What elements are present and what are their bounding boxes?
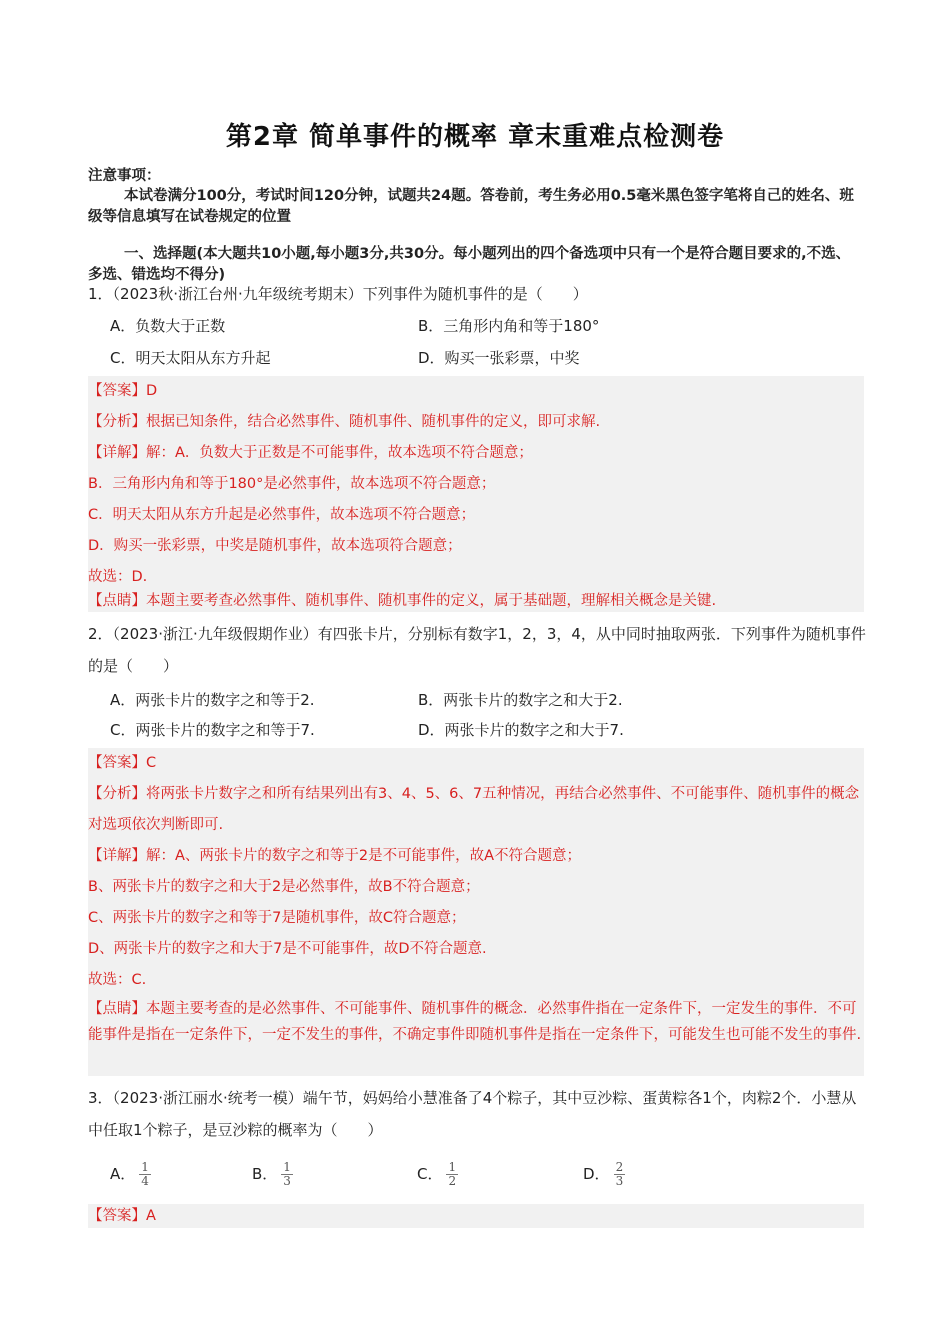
question-2-detail-3: C、两张卡片的数字之和等于7是随机事件，故C符合题意； xyxy=(88,910,466,926)
question-3-option-b xyxy=(252,1154,293,1194)
question-3-options-row xyxy=(110,1154,870,1194)
question-1-answer: 【答案】D xyxy=(88,383,158,399)
section-heading: 一、选择题(本大题共10小题,每小题3分,共30分。每小题列出的四个备选项中只有一个是符合题目要求的,不选、多选、错选均不得分) xyxy=(88,246,851,283)
question-1-comment: 【点睛】本题主要考查必然事件、随机事件、随机事件的定义，属于基础题，理解相关概念是关键. xyxy=(88,593,717,609)
question-1-detail-2: B．三角形内角和等于180°是必然事件，故本选项不符合题意； xyxy=(88,476,496,492)
fraction-denominator: 2 xyxy=(448,1174,457,1188)
question-2-option-c: C．两张卡片的数字之和等于7. xyxy=(110,721,315,739)
fraction-numerator: 1 xyxy=(448,1160,457,1174)
question-1-option-d: D．购买一张彩票，中奖 xyxy=(418,349,580,367)
fraction-numerator: 1 xyxy=(141,1160,149,1174)
question-1-option-b: B．三角形内角和等于180° xyxy=(418,317,600,335)
question-3-option-c-label: C． xyxy=(417,1165,443,1183)
fraction-numerator: 2 xyxy=(615,1160,624,1174)
question-1-answer-block xyxy=(88,376,864,612)
question-3-option-d-label: D． xyxy=(583,1165,610,1183)
fraction-denominator: 3 xyxy=(283,1174,291,1188)
question-3-stem: 3．（2023·浙江丽水·统考一模）端午节，妈妈给小慧准备了4个粽子，其中豆沙粽、蛋黄粽各1个，肉粽2个．小慧从中任取1个粽子，是豆沙粽的概率为（ ） xyxy=(88,1089,857,1139)
question-2-answer-block xyxy=(88,748,864,1076)
question-2-analysis: 【分析】将两张卡片数字之和所有结果列出有3、4、5、6、7五种情况，再结合必然事件、不可能事件、随机事件的概念对选项依次判断即可. xyxy=(88,786,860,833)
question-2-detail-4: D、两张卡片的数字之和大于7是不可能事件，故D不符合题意. xyxy=(88,941,487,957)
question-1-options-row-1 xyxy=(110,310,870,342)
page-title: 第2章 简单事件的概率 章末重难点检测卷 xyxy=(225,122,725,152)
question-3-answer: 【答案】A xyxy=(88,1208,156,1224)
question-3-option-a-label: A． xyxy=(110,1165,136,1183)
question-2-comment: 【点睛】本题主要考查的是必然事件、不可能事件、随机事件的概念．必然事件指在一定条件下，一定发生的事件．不可能事件是指在一定条件下，一定不发生的事件，不确定事件即随机事件是指在一定条件下，可能发生也可能不发生的事件. xyxy=(88,1001,862,1043)
question-2-options-row-1 xyxy=(110,684,870,716)
question-1-detail-4: D．购买一张彩票，中奖是随机事件，故本选项符合题意； xyxy=(88,538,462,554)
question-1-option-a: A．负数大于正数 xyxy=(110,317,226,335)
question-2-answer: 【答案】C xyxy=(88,755,157,771)
notice-text: 本试卷满分100分，考试时间120分钟，试题共24题。答卷前，考生务必用0.5毫米黑色签字笔将自己的姓名、班级等信息填写在试卷规定的位置 xyxy=(88,188,854,225)
fraction-denominator: 3 xyxy=(615,1174,624,1188)
question-1-analysis: 【分析】根据已知条件，结合必然事件、随机事件、随机事件的定义，即可求解. xyxy=(88,414,601,430)
question-2-detail-2: B、两张卡片的数字之和大于2是必然事件，故B不符合题意； xyxy=(88,879,480,895)
question-3-option-c xyxy=(417,1154,458,1194)
question-2-option-b: B．两张卡片的数字之和大于2. xyxy=(418,691,623,709)
question-3-answer-block xyxy=(88,1204,864,1228)
question-2-choose: 故选：C. xyxy=(88,972,147,988)
question-1-detail-1: 【详解】解：A．负数大于正数是不可能事件，故本选项不符合题意； xyxy=(88,445,533,461)
question-1-option-c: C．明天太阳从东方升起 xyxy=(110,349,271,367)
question-3-option-d xyxy=(583,1154,625,1194)
question-2-option-a: A．两张卡片的数字之和等于2. xyxy=(110,691,315,709)
fraction-denominator: 4 xyxy=(141,1174,149,1188)
question-3-option-a-fraction xyxy=(139,1161,151,1188)
notice-heading: 注意事项： xyxy=(88,168,161,184)
question-2-options-row-2 xyxy=(110,714,870,746)
question-1-choose: 故选：D. xyxy=(88,569,148,585)
question-3-option-a xyxy=(110,1154,151,1194)
question-3-option-d-fraction xyxy=(614,1161,626,1188)
question-2-detail-1: 【详解】解：A、两张卡片的数字之和等于2是不可能事件，故A不符合题意； xyxy=(88,848,582,864)
question-3-option-b-fraction xyxy=(281,1161,293,1188)
question-1-detail-3: C．明天太阳从东方升起是必然事件，故本选项不符合题意； xyxy=(88,507,476,523)
question-3-option-b-label: B． xyxy=(252,1165,278,1183)
question-1-options-row-2 xyxy=(110,342,870,374)
question-2-option-d: D．两张卡片的数字之和大于7. xyxy=(418,721,624,739)
question-3-option-c-fraction xyxy=(446,1161,458,1188)
question-1-stem: 1．（2023秋·浙江台州·九年级统考期末）下列事件为随机事件的是（ ） xyxy=(88,285,588,303)
question-2-stem: 2．（2023·浙江·九年级假期作业）有四张卡片，分别标有数字1，2，3，4，从中同时抽取两张．下列事件为随机事件的是（ ） xyxy=(88,625,866,675)
fraction-numerator: 1 xyxy=(283,1160,291,1174)
